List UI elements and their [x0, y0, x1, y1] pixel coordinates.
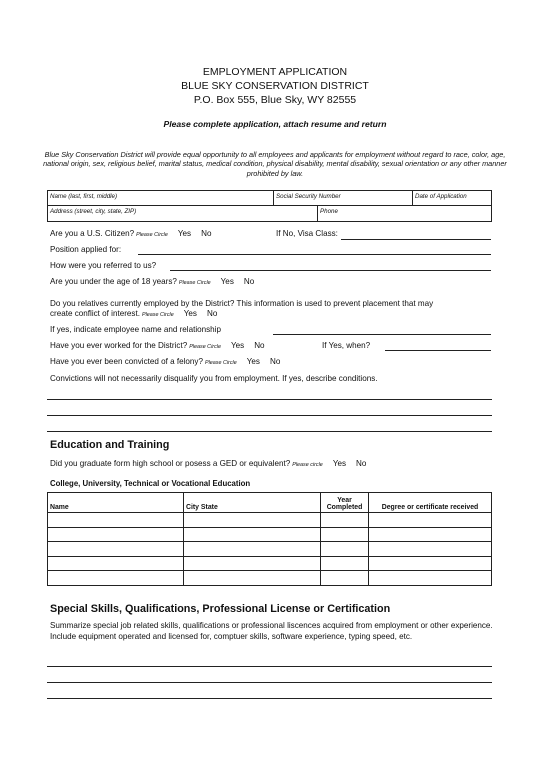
please-circle-note: Please Circle: [136, 232, 168, 238]
ged-question: [50, 459, 366, 468]
position-line[interactable]: [138, 254, 491, 255]
please-circle-note: Please Circle: [141, 312, 174, 318]
skills-heading: Special Skills, Qualifications, Professional License or Certification: [50, 603, 391, 615]
ssn-field-label: Social Security Number: [276, 193, 341, 200]
please-circle-note: Please Circle: [178, 280, 211, 286]
felony-label: Have you ever been convicted of a felony?: [50, 357, 203, 366]
worked-question: [50, 341, 265, 350]
please-circle-note: Please circle: [292, 462, 323, 468]
name-field-label: Name (last, first, middle): [50, 193, 118, 200]
applicant-row-1: [47, 190, 492, 206]
address-field[interactable]: [48, 206, 318, 221]
worked-no[interactable]: No: [254, 341, 265, 350]
ged-label: Did you graduate form high school or posess a GED or equivalent?: [50, 459, 291, 468]
skills-line-1[interactable]: [47, 666, 492, 667]
age-yes[interactable]: Yes: [220, 277, 234, 286]
ssn-field[interactable]: [274, 191, 413, 205]
relatives-question-cont: [50, 309, 217, 318]
table-row[interactable]: [48, 556, 492, 571]
organization-name: BLUE SKY CONSERVATION DISTRICT: [181, 80, 369, 92]
col-name: Name: [48, 493, 184, 513]
skills-line-3[interactable]: [47, 698, 492, 699]
felony-no[interactable]: No: [269, 357, 281, 366]
education-heading: Education and Training: [50, 439, 170, 451]
citizen-label: Are you a U.S. Citizen?: [50, 229, 135, 238]
organization-address: P.O. Box 555, Blue Sky, WY 82555: [193, 94, 357, 106]
citizen-question: [50, 229, 211, 238]
convictions-note: Convictions will not necessarily disqualify you from employment. If yes, describe conditions.: [50, 374, 378, 383]
instruction-note: Please complete application, attach resume and return: [163, 119, 387, 129]
table-row[interactable]: [48, 542, 492, 557]
phone-field[interactable]: [318, 206, 491, 221]
worked-label: Have you ever worked for the District?: [50, 341, 188, 350]
please-circle-note: Please Circle: [189, 344, 221, 350]
date-field-label: Date of Application: [415, 193, 467, 200]
date-field[interactable]: [413, 191, 491, 205]
worked-when-line[interactable]: [385, 350, 491, 351]
ged-yes[interactable]: Yes: [332, 459, 347, 468]
skills-line-2[interactable]: [47, 682, 492, 683]
visa-class-line[interactable]: [341, 239, 491, 240]
relatives-label-cont: create conflict of interest.: [50, 309, 140, 318]
relatives-label: Do you relatives currently employed by the District? This information is used to prevent placement that may: [50, 299, 434, 308]
col-degree: Degree or certificate received: [369, 493, 492, 513]
phone-field-label: Phone: [320, 208, 338, 215]
form-title: EMPLOYMENT APPLICATION: [202, 66, 348, 78]
position-label: Position applied for:: [50, 245, 122, 254]
age-question: [50, 277, 254, 286]
table-row[interactable]: [48, 527, 492, 542]
citizen-no[interactable]: No: [201, 229, 212, 238]
convictions-line-1[interactable]: [47, 399, 492, 400]
education-table: [47, 492, 492, 586]
skills-instructions: Summarize special job related skills, qualifications or professional liscences acquired from employment or other experience. Include equipment operated and licensed for, comptuer skills, software experience, typing speed, etc.: [50, 621, 493, 641]
ged-no[interactable]: No: [356, 459, 367, 468]
please-circle-note: Please Circle: [204, 360, 237, 366]
age-label: Are you under the age of 18 years?: [50, 277, 177, 286]
address-field-label: Address (street, city, state, ZIP): [50, 208, 137, 215]
convictions-line-3[interactable]: [47, 431, 492, 432]
table-row[interactable]: [48, 513, 492, 528]
worked-yes[interactable]: Yes: [230, 341, 245, 350]
visa-class-label: If No, Visa Class:: [276, 229, 338, 238]
referral-line[interactable]: [170, 270, 491, 271]
relatives-no[interactable]: No: [206, 309, 218, 318]
table-row[interactable]: [48, 571, 492, 586]
convictions-line-2[interactable]: [47, 415, 492, 416]
age-no[interactable]: No: [243, 277, 255, 286]
worked-when-label: If Yes, when?: [322, 341, 371, 350]
felony-yes[interactable]: Yes: [246, 357, 260, 366]
education-table-header: [48, 493, 492, 513]
relatives-name-label: If yes, indicate employee name and relationship: [50, 325, 221, 334]
eeo-statement: Blue Sky Conservation District will provide equal opportunity to all employees and applicants for employment without regard to race, color, age, national origin, sex, religious belief, marital status, medical condition, physical disability, mental disability, sexual orientation or any other manner prohibited by law.: [43, 150, 507, 178]
name-field[interactable]: [48, 191, 274, 205]
relatives-name-line[interactable]: [273, 334, 491, 335]
referral-label: How were you referred to us?: [50, 261, 157, 270]
citizen-yes[interactable]: Yes: [177, 229, 192, 238]
applicant-row-2: [47, 205, 492, 222]
col-year-completed: Year Completed: [321, 493, 369, 513]
col-city-state: City State: [184, 493, 321, 513]
education-subheading: College, University, Technical or Vocational Education: [50, 479, 251, 488]
relatives-yes[interactable]: Yes: [183, 309, 197, 318]
felony-question: [50, 357, 280, 366]
